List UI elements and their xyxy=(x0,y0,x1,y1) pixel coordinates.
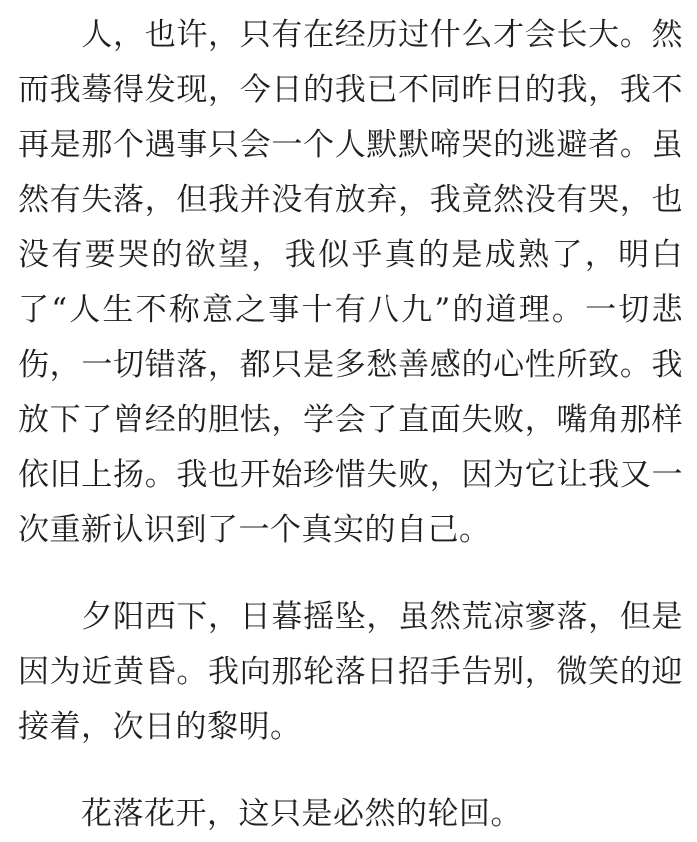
paragraph-3: 花落花开，这只是必然的轮回。 xyxy=(18,796,522,832)
paragraph-2: 夕阳西下，日暮摇坠，虽然荒凉寥落，但是因为近黄昏。我向那轮落日招手告别，微笑的迎接着，次日的黎明。 xyxy=(18,599,683,745)
paragraph-1: 人，也许，只有在经历过什么才会长大。然而我蓦得发现，今日的我已不同昨日的我，我不再是那个遇事只会一个人默默啼哭的逃避者。虽然有失落，但我并没有放弃，我竟然没有哭，也没有要哭的欲望，我似乎真的是成熟了，明白了“人生不称意之事十有八九”的道理。一切悲伤，一切错落，都只是多愁善感的心性所致。我放下了曾经的胆怯，学会了直面失败，嘴角那样依旧上扬。我也开始珍惜失败，因为它让我又一次重新认识到了一个真实的自己。 xyxy=(18,17,683,548)
